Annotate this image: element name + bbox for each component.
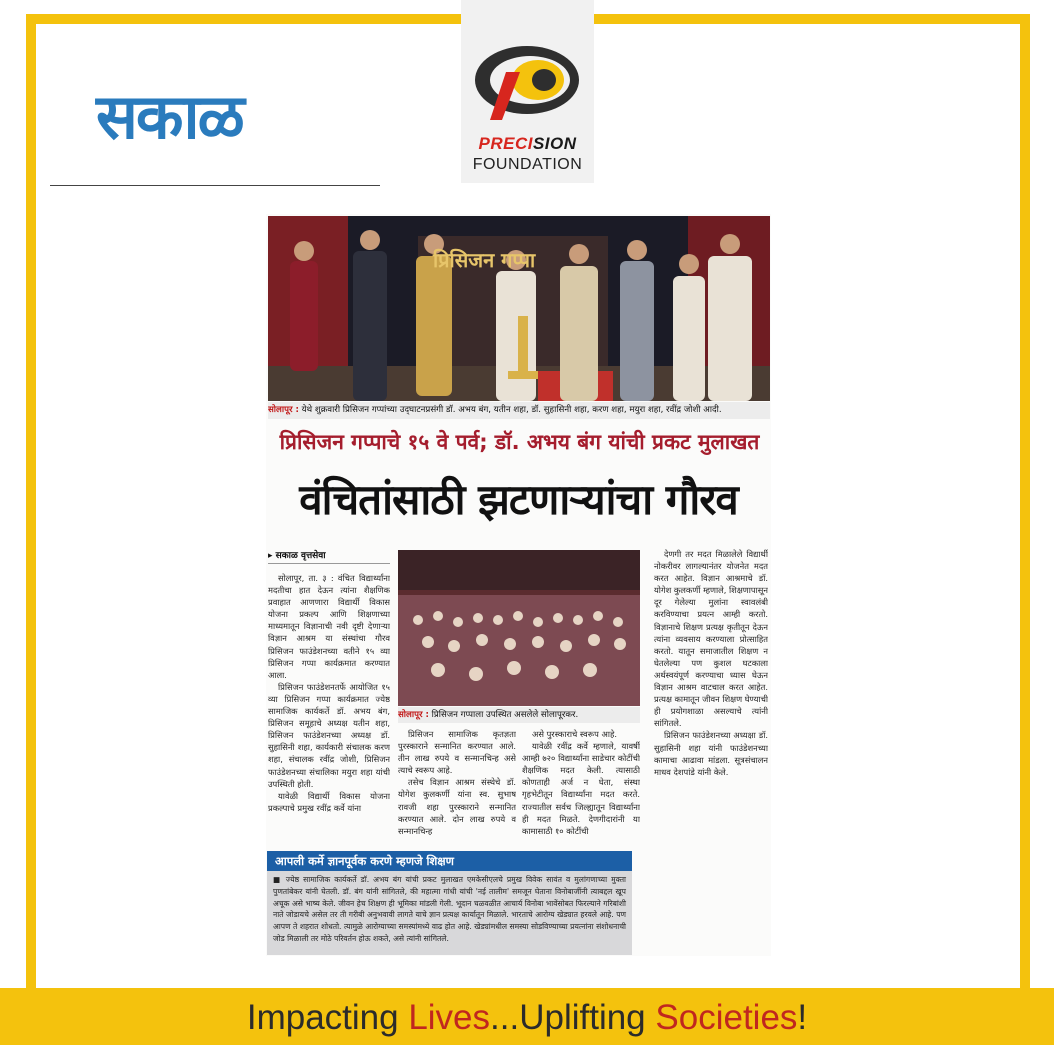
footer-tagline: Impacting Lives...Uplifting Societies! (246, 998, 808, 1037)
article-column-3: असे पुरस्काराचे स्वरूप आहे. यावेळी रवींद्र कर्वे म्हणाले, यावर्षी आम्ही ७२० विद्यार्थ्यांना साडेचार कोटींची शैक्षणिक मदत केली. त्यासाठी कोणताही अर्ज न घेता, संस्था गृहभेटीतून विद्यार्थ्यांना मदत करते. राज्यातील सर्वच जिल्ह्यातून विद्यार्थ्यांना ही मदत मिळते. देणगीदारांनी या कामासाठी १० कोटींची (522, 729, 640, 836)
frame-top-left (26, 14, 461, 24)
article-subheadline: प्रिसिजन गप्पाचे १५ वे पर्व; डॉ. अभय बंग यांची प्रकट मुलाखत (279, 430, 760, 454)
precision-logo-icon (472, 44, 582, 120)
article-column-1: सोलापूर, ता. ३ : वंचित विद्यार्थ्यांना मदतीचा हात देऊन त्यांना शैक्षणिक प्रवाहात आणणारा विद्यार्थी विकास योजना प्रकल्प आणि शिक्षणाच्या माध्यमातून विज्ञानाची नवी दृष्टी देणाऱ्या विज्ञान आश्रम या संस्थांचा गौरव प्रिसिजन फाउंडेशनच्या वतीने १५ व्या प्रिसिजन गप्पा कार्यक्रमात करण्यात आला. प्रिसिजन फाउंडेशनतर्फे आयोजित १५ व्या प्रिसिजन गप्पा कार्यक्रमात ज्येष्ठ सामाजिक कार्यकर्ते डॉ. अभय बंग, प्रिसिजन समूहाचे अध्यक्ष यतीन शहा, प्रिसिजन फाउंडेशनच्या अध्यक्ष डॉ. सुहासिनी शहा, कार्यकारी संचालक करण शहा, संचालक रवींद्र जोशी, प्रिसिजन फाउंडेशनच्या संचालिका मयुरा शहा यांची उपस्थिती होती. यावेळी विद्यार्थी विकास योजना प्रकल्पाचे प्रमुख रवींद्र कर्वे यांना (268, 573, 390, 813)
audience-photo (398, 550, 640, 706)
audience-photo-caption: सोलापूर : प्रिसिजन गप्पाला उपस्थित असलेले सोलापूरकर. (398, 707, 640, 723)
top-photo-caption: सोलापूर : येथे शुक्रवारी प्रिसिजन गप्पांच्या उद्‌घाटनप्रसंगी डॉ. अभय बंग, यतीन शहा, डॉ. सुहासिनी शहा, करण शहा, मयुरा शहा, रवींद्र जोशी आदी. (268, 402, 770, 419)
frame-right (1020, 14, 1030, 994)
event-photo (268, 216, 770, 401)
article-column-4: देणगी तर मदत मिळालेले विद्यार्थी नोकरीवर लागल्यानंतर योजनेत मदत करत आहेत. विज्ञान आश्रमाचे डॉ. योगेश कुलकर्णी म्हणाले, शिक्षणापासून दूर गेलेल्या मुलांना स्वावलंबी करविण्याचा प्रयत्न आम्ही करतो. विज्ञानाचे शिक्षण प्रत्यक्ष कृतीतून देऊन त्यांना व्यवसाय करण्याला प्रोत्साहित करतो. यातून समाजातील शिक्षण न घेतलेल्या पण कुशल घटकाला अर्थस्वयंपूर्ण करण्याचा ध्यास घेऊन विज्ञान आश्रम वाटचाल करत आहेत. प्रत्यक्ष कामातून जीवन शिक्षण घेण्याची ही प्रयोगशाळा असल्याचे त्यांनी सांगितले. प्रिसिजन फाउंडेशनच्या अध्यक्षा डॉ. सुहासिनी शहा यांनी फाउंडेशनच्या कामाचा आढावा मांडला. सूत्रसंचालन माधव देशपांडे यांनी केले. (654, 549, 768, 777)
frame-top-right (594, 14, 1030, 24)
newspaper-masthead: सकाळ (96, 80, 243, 153)
byline: ▸ सकाळ वृत्तसेवा (268, 551, 326, 561)
frame-left (26, 14, 36, 994)
byline-rule (268, 563, 390, 564)
masthead-rule (50, 185, 380, 186)
article-column-2: प्रिसिजन सामाजिक कृतज्ञता पुरस्काराने सन्मानित करण्यात आले. तीन लाख रुपये व सन्मानचिन्ह असे त्याचे स्वरूप आहे. तसेच विज्ञान आश्रम संस्थेचे डॉ. योगेश कुलकर्णी यांना स्व. सुभाष रावजी शहा पुरस्काराने सन्मानित करण्यात आले. दोन लाख रुपये व सन्मानचिन्ह (398, 729, 516, 836)
article-headline: वंचितांसाठी झटणाऱ्यांचा गौरव (299, 475, 738, 524)
logo-subtitle: FOUNDATION (472, 156, 583, 173)
logo-wordmark: PRECISION (478, 134, 577, 153)
sidebar-box-title: आपली कर्मे ज्ञानपूर्वक करणे म्हणजे शिक्षण (267, 851, 632, 871)
sidebar-box-text: ■ ज्येष्ठ सामाजिक कार्यकर्ते डॉ. अभय बंग यांची प्रकट मुलाखत एमकेसीएलचे प्रमुख विवेक सावंत व मुलांगणाच्या मुक्ता पुणतांबेकर यांनी घेतली. डॉ. बंग यांनी सांगितले, की महात्मा गांधी यांची 'नई तालीम' समजून घेताना विनोबाजींनी त्याबद्दल खूप अचूक असे भाष्य केले. जीवन हेच शिक्षण ही भूमिका मांडली गेली. भूदान चळवळीत आचार्य विनोबा भावेंसोबत फिरल्याने गरिबांशी नाते जोडायचे असेल तर ती गरीबी अनुभवावी लागते याचे ज्ञान प्रत्यक्ष कार्यातून मिळाले. भारताचे आरोग्य खेड्यात हरवले आहे. पण आपण ते शहरात शोधतो. त्यामुळे आरोग्याच्या समस्यांमध्ये वाढ होत आहे. खेड्यांमधील समस्या सोडविण्याच्या प्रयत्नांना संशोधनाची जोड मिळाली तर मोठे परिवर्तन होऊ शकते, असे त्यांनी सांगितले. (267, 871, 632, 955)
event-banner-text: प्रिसिजन गप्पा (433, 248, 536, 272)
